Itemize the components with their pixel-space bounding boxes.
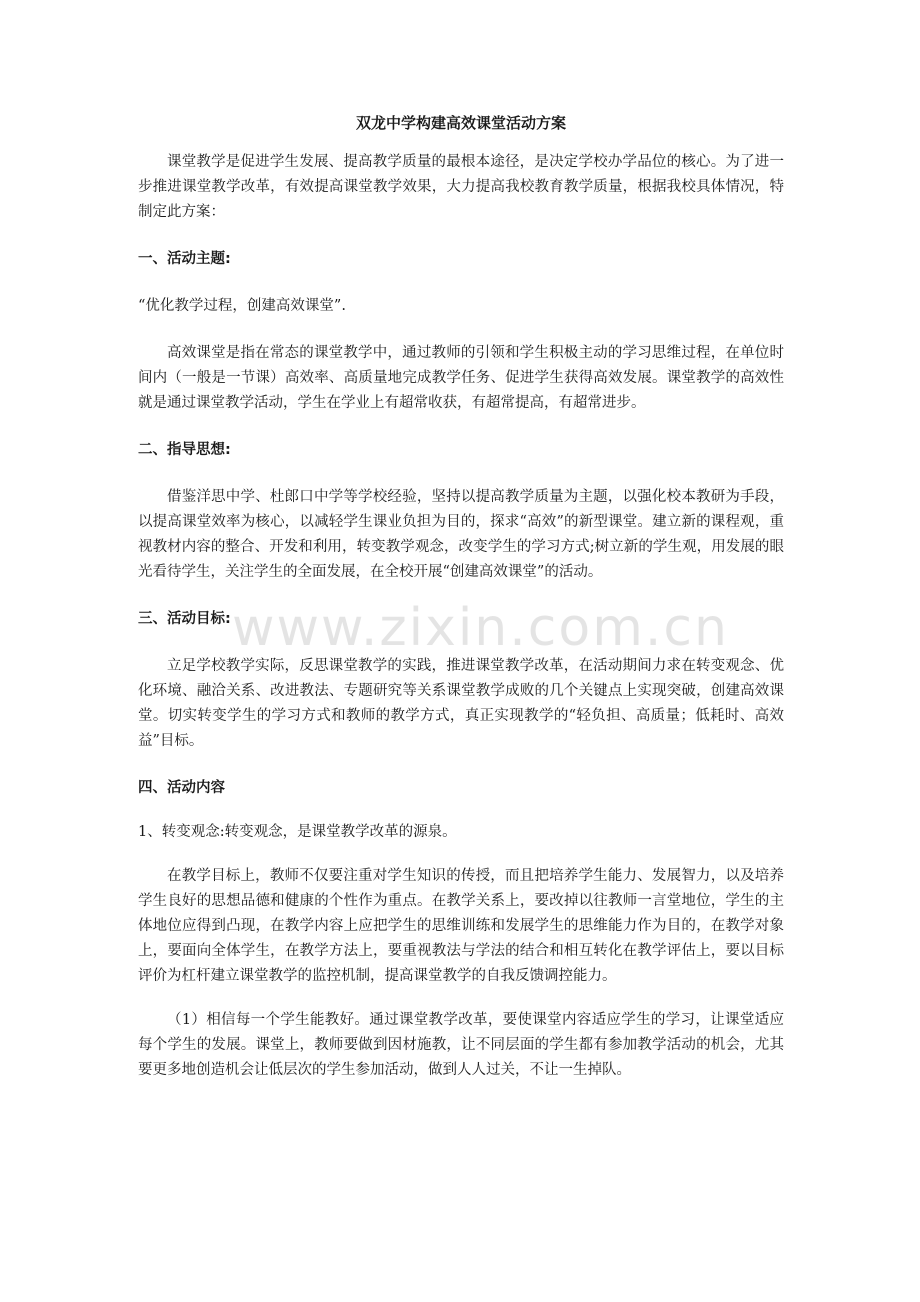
section-2-heading: 二、指导思想: — [138, 442, 231, 458]
section-4-item-1: 1、转变观念:转变观念，是课堂教学改革的源泉。 — [138, 824, 457, 840]
section-4-heading: 四、活动内容 — [138, 780, 225, 796]
document-title: 双龙中学构建高效课堂活动方案 — [355, 114, 566, 132]
watermark-text: www.zixin.com.cn — [232, 598, 729, 658]
section-1-theme-quote: “优化教学过程，创建高效课堂”. — [138, 298, 346, 314]
section-3-paragraph: 立足学校教学实际，反思课堂教学的实践，推进课堂教学改革，在活动期间力求在转变观念、优化环境、融洽关系、改进教法、专题研究等关系课堂教学成败的几个关键点上实现突破，创建高效课堂。切实转变学生的学习方式和教师的教学方式，真正实现教学的“轻负担、高质量；低耗时、高效益”目标。 — [138, 658, 784, 749]
document-body — [138, 112, 784, 1083]
section-4-paragraph-2: （1）相信每一个学生能教好。通过课堂教学改革，要使课堂内容适应学生的学习，让课堂适应每个学生的发展。课堂上，教师要做到因材施教，让不同层面的学生都有参加教学活动的机会，尤其要更多地创造机会让低层次的学生参加活动，做到人人过关，不让一生掉队。 — [138, 1012, 784, 1078]
intro-paragraph: 课堂教学是促进学生发展、提高教学质量的最根本途径，是决定学校办学品位的核心。为了进一步推进课堂教学改革，有效提高课堂教学效果，大力提高我校教育教学质量，根据我校具体情况，特制定此方案： — [138, 154, 784, 220]
section-1-heading: 一、活动主题: — [138, 251, 231, 267]
section-3-heading: 三、活动目标: — [138, 611, 231, 627]
section-2-paragraph: 借鉴洋思中学、杜郎口中学等学校经验，坚持以提高教学质量为主题，以强化校本教研为手段，以提高课堂效率为核心，以减轻学生课业负担为目的，探求“高效”的新型课堂。建立新的课程观，重视教材内容的整合、开发和利用，转变教学观念，改变学生的学习方式;树立新的学生观，用发展的眼光看待学生，关注学生的全面发展，在全校开展“创建高效课堂”的活动。 — [138, 489, 784, 580]
section-1-paragraph: 高效课堂是指在常态的课堂教学中，通过教师的引领和学生积极主动的学习思维过程，在单位时间内（一般是一节课）高效率、高质量地完成教学任务、促进学生获得高效发展。课堂教学的高效性就是通过课堂教学活动，学生在学业上有超常收获，有超常提高，有超常进步。 — [138, 345, 784, 411]
section-4-paragraph-1: 在教学目标上，教师不仅要注重对学生知识的传授，而且把培养学生能力、发展智力，以及培养学生良好的思想品德和健康的个性作为重点。在教学关系上，要改掉以往教师一言堂地位，学生的主体地位应得到凸现，在教学内容上应把学生的思维训练和发展学生的思维能力作为目的，在教学对象上，要面向全体学生，在教学方法上，要重视教法与学法的结合和相互转化在教学评估上，要以目标评价为杠杆建立课堂教学的监控机制，提高课堂教学的自我反馈调控能力。 — [138, 868, 784, 984]
